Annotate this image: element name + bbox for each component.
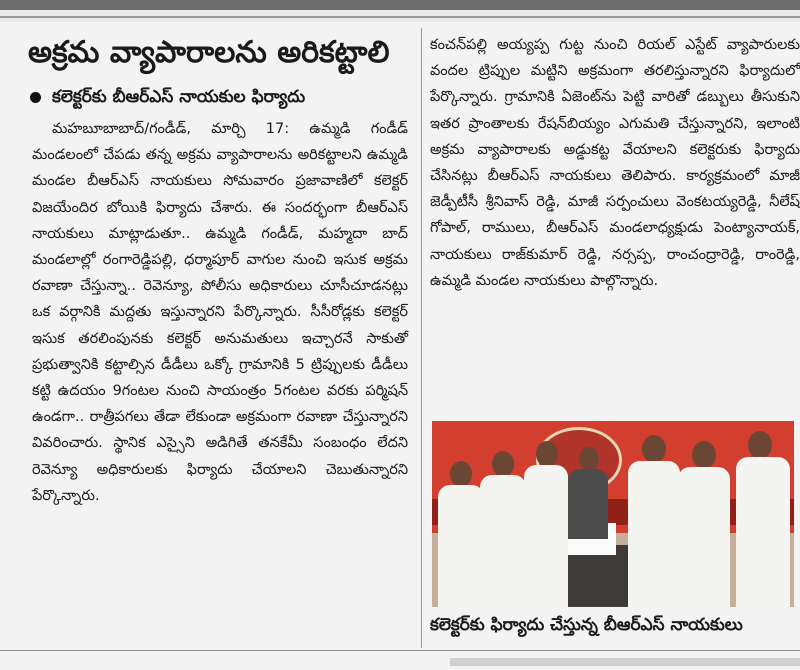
photo-person-head xyxy=(748,431,772,459)
article-body-right-column: కంచన్‌పల్లి అయ్యప్ప గుట్ట నుంచి రియల్ ఎస్టేట్ వ్యాపారులకు వందల ట్రిప్పుల మట్టిని అక్రమంగా తరలిస్తున్నారని ఫిర్యాదులో పేర్కొన్నారు. గ్రామానికి ఏజెంట్‌ను పెట్టి వారితో డబ్బులు తీసుకుని ఇతర ప్రాంతాలకు రేషన్‌బియ్యం ఎగుమతి చేస్తున్నారని, ఇలాంటి అక్రమ వ్యాపారాలకు అడ్డుకట్ట వేయాలని కలెక్టరుకు ఫిర్యాదు చేసినట్లు బీఆర్ఎస్ నాయకులు తెలిపారు. కార్యక్రమంలో మాజీ జెడ్పీటీసీ శ్రీనివాస్ రెడ్డి, మాజీ సర్పంచులు వెంకటయ్యరెడ్డి, నీలేష్ గోపాల్, రాములు, బీఆర్ఎస్ మండలాధ్యక్షుడు పెంట్యానాయక్, నాయకులు రాజ్‌కుమార్ రెడ్డి, నర్సప్ప, రాంచంద్రారెడ్డి, రాంరెడ్డి, ఉమ్మడి మండల నాయకులు పాల్గొన్నారు. xyxy=(430,37,800,289)
news-photo xyxy=(432,421,794,607)
bottom-rule xyxy=(0,650,800,651)
photo-person-body xyxy=(736,457,790,607)
top-strip xyxy=(0,0,800,10)
photo-person-head xyxy=(642,435,666,463)
photo-person-body xyxy=(524,465,568,607)
bullet-icon xyxy=(30,92,41,103)
article-headline: అక్రమ వ్యాపారాలను అరికట్టాలి xyxy=(28,35,390,70)
next-article-cutoff xyxy=(450,658,800,666)
article-subheadline: కలెక్టర్‌కు బీఆర్‌ఎస్ నాయకుల ఫిర్యాదు xyxy=(52,87,306,107)
photo-person-body xyxy=(438,485,484,607)
photo-person-body xyxy=(628,461,680,607)
photo-person-body xyxy=(568,469,608,539)
top-rule xyxy=(0,16,800,18)
photo-caption: కలెక్టర్‌కు ఫిర్యాదు చేస్తున్న బీఆర్‌ఎస్ నాయకులు xyxy=(430,615,743,635)
photo-person-body xyxy=(678,467,730,607)
photo-person-head xyxy=(579,447,599,471)
article-subheadline-row xyxy=(52,85,412,109)
column-separator xyxy=(421,28,422,648)
newspaper-top-band xyxy=(0,0,800,22)
photo-person-head xyxy=(450,461,472,487)
photo-person-body xyxy=(480,475,526,607)
article-body-left-column: మహబూబాబాద్/గండీడ్, మార్చి 17: ఉమ్మడి గండీడ్ మండలంలో చేపడు తన్న అక్రమ వ్యాపారాలను అరికట్టాలని ఉమ్మడి మండల బీఆర్ఎస్ నాయకులు సోమవారం ప్రజావాణిలో కలెక్టర్ విజయేందిర బోయికి ఫిర్యాదు చేశారు. ఈ సందర్భంగా బీఆర్ఎస్ నాయకులు మాట్లాడుతూ.. ఉమ్మడి గండీడ్, మహ్మదా బాద్ మండలాల్లో రంగారెడ్డిపల్లి, ధర్మాపూర్ వాగుల నుంచి ఇసుక అక్రమ రవాణా చేస్తున్నా.. రెవెన్యూ, పోలీసు అధికారులు చూసీచూడనట్లు ఒక వర్గానికి మద్దతు ఇస్తున్నారని పేర్కొన్నారు. సీసీరోడ్లకు కలెక్టర్ ఇసుక తరలింపునకు కలెక్టర్ అనుమతులు ఇచ్చారనే సాకుతో ప్రభుత్వానికి కట్టాల్సిన డీడీలు ఒక్కో గ్రామానికి 5 ట్రిప్పులకు డీడీలు కట్టి ఉదయం 9గంటల నుంచి సాయంత్రం 5గంటల వరకు పర్మిషన్ ఉండగా.. రాత్రీపగలు తేడా లేకుండా అక్రమంగా రవాణా చేస్తున్నారని వివరించారు. స్థానిక ఎస్సైని అడిగితే తనకేమీ సంబంధం లేదని రెవెన్యూ అధికారులకు ఫిర్యాదు చేయాలని చెబుతున్నారని పేర్కొన్నారు. xyxy=(32,121,408,504)
photo-person-head xyxy=(536,441,558,467)
photo-person-head xyxy=(492,451,514,477)
photo-person-head xyxy=(692,441,716,469)
